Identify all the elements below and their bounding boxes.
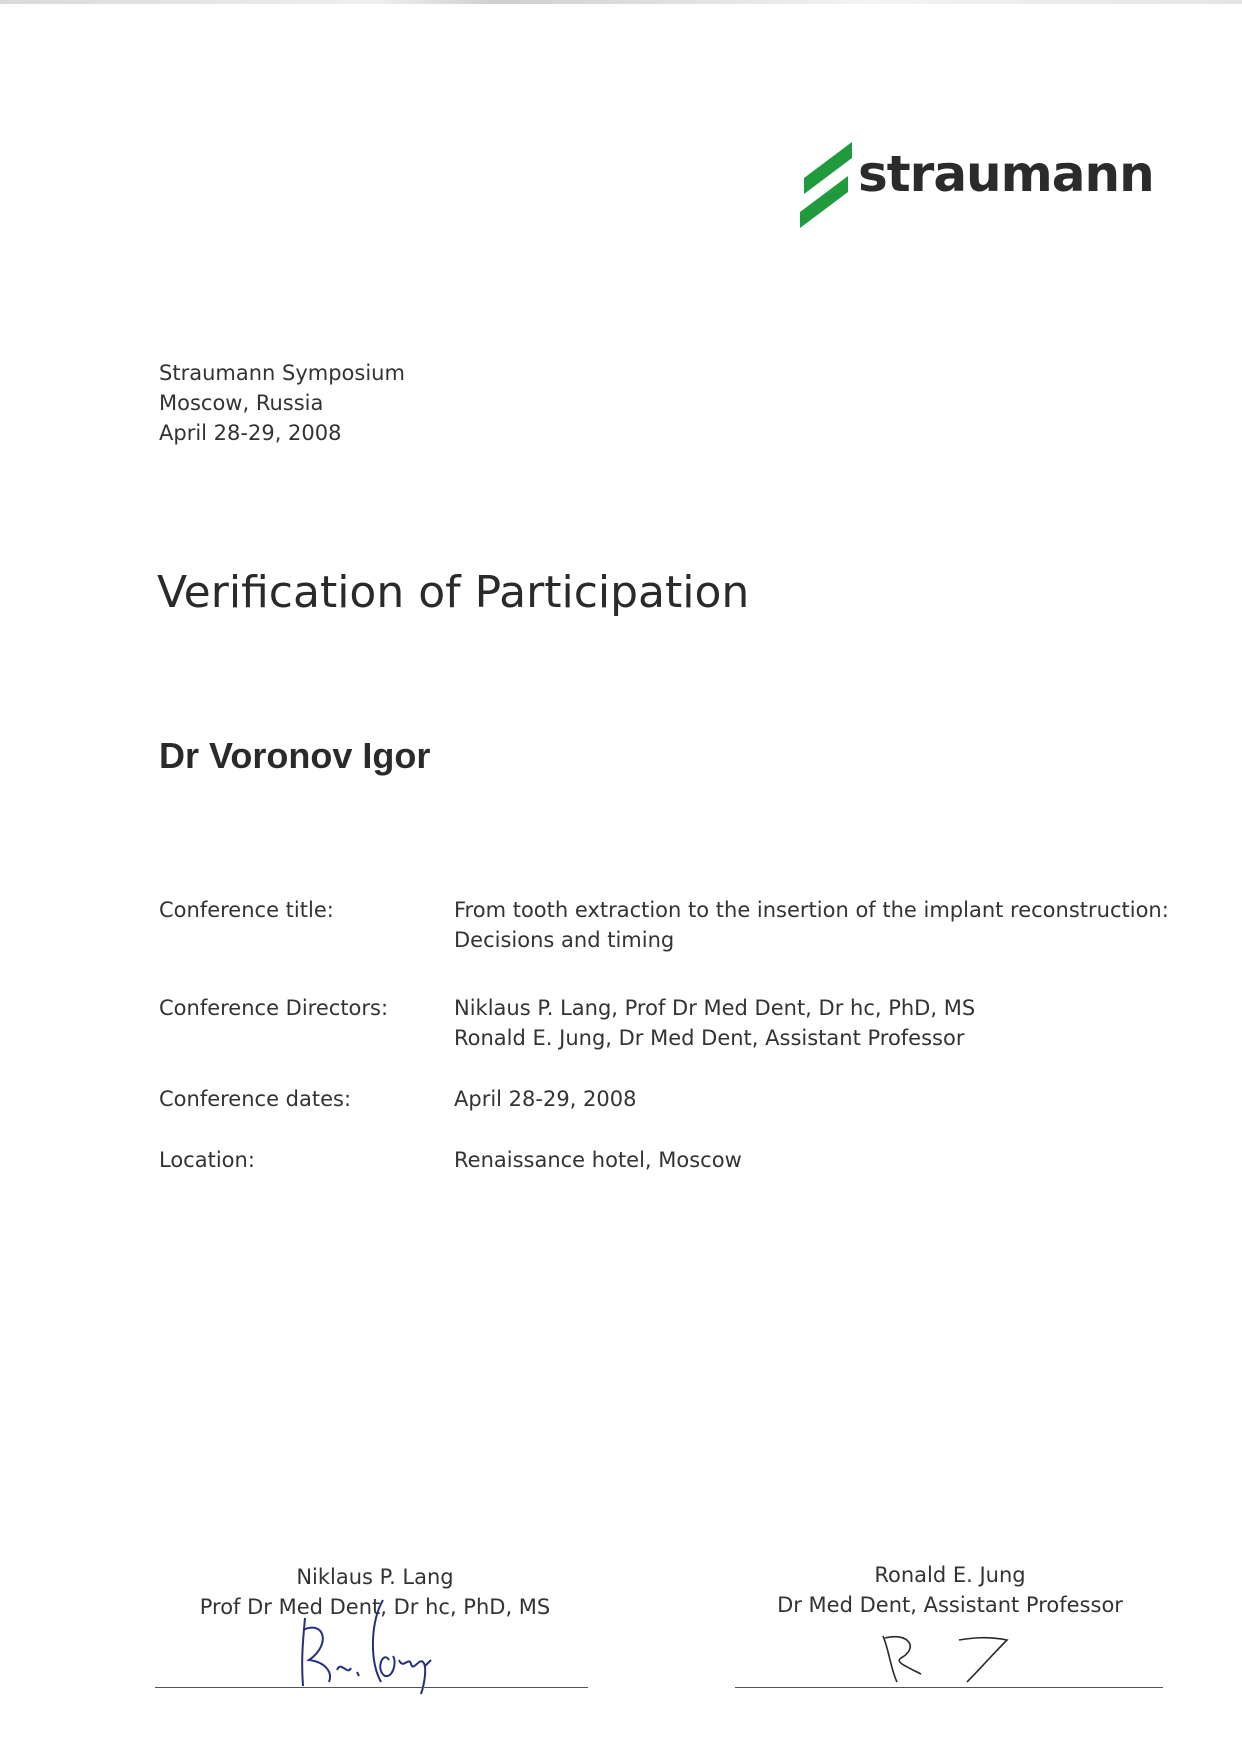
detail-label: Conference dates: — [159, 1087, 352, 1111]
event-name: Straumann Symposium — [159, 361, 405, 385]
signatory-name: Ronald E. Jung — [874, 1563, 1026, 1587]
detail-label: Location: — [159, 1148, 255, 1172]
detail-value-line: Renaissance hotel, Moscow — [454, 1148, 742, 1172]
signatory-credentials: Prof Dr Med Dent, Dr hc, PhD, MS — [199, 1595, 551, 1619]
straumann-logo — [796, 142, 1168, 228]
detail-value-line: Niklaus P. Lang, Prof Dr Med Dent, Dr hc, PhD, MS — [454, 996, 976, 1020]
event-city: Moscow, Russia — [159, 391, 324, 415]
detail-label: Conference title: — [159, 898, 334, 922]
scan-edge — [0, 0, 1242, 4]
signature-line — [735, 1687, 1163, 1688]
detail-value — [454, 993, 975, 1053]
logo-wordmark: straumann — [858, 145, 1154, 203]
signatory-name: Niklaus P. Lang — [296, 1565, 454, 1589]
detail-value — [454, 1084, 637, 1114]
document-title: Verification of Participation — [157, 567, 750, 618]
handwritten-signature-jung — [875, 1630, 1025, 1690]
handwritten-signature-lang — [285, 1590, 475, 1700]
recipient-name: Dr Voronov Igor — [159, 735, 431, 776]
detail-value — [454, 1145, 742, 1175]
signatory-credentials: Dr Med Dent, Assistant Professor — [777, 1593, 1123, 1617]
detail-label: Conference Directors: — [159, 996, 389, 1020]
detail-value-line: April 28-29, 2008 — [454, 1087, 637, 1111]
signature-line — [155, 1687, 588, 1688]
straumann-s-mark-icon — [796, 142, 856, 228]
signatory-block-jung — [730, 1560, 1170, 1620]
event-dates: April 28-29, 2008 — [159, 421, 342, 445]
detail-value-line: From tooth extraction to the insertion of the implant reconstruction: — [454, 898, 1169, 922]
detail-value-line: Ronald E. Jung, Dr Med Dent, Assistant Professor — [454, 1026, 965, 1050]
detail-value-line: Decisions and timing — [454, 928, 675, 952]
event-header — [159, 358, 405, 448]
detail-value — [454, 895, 1169, 955]
